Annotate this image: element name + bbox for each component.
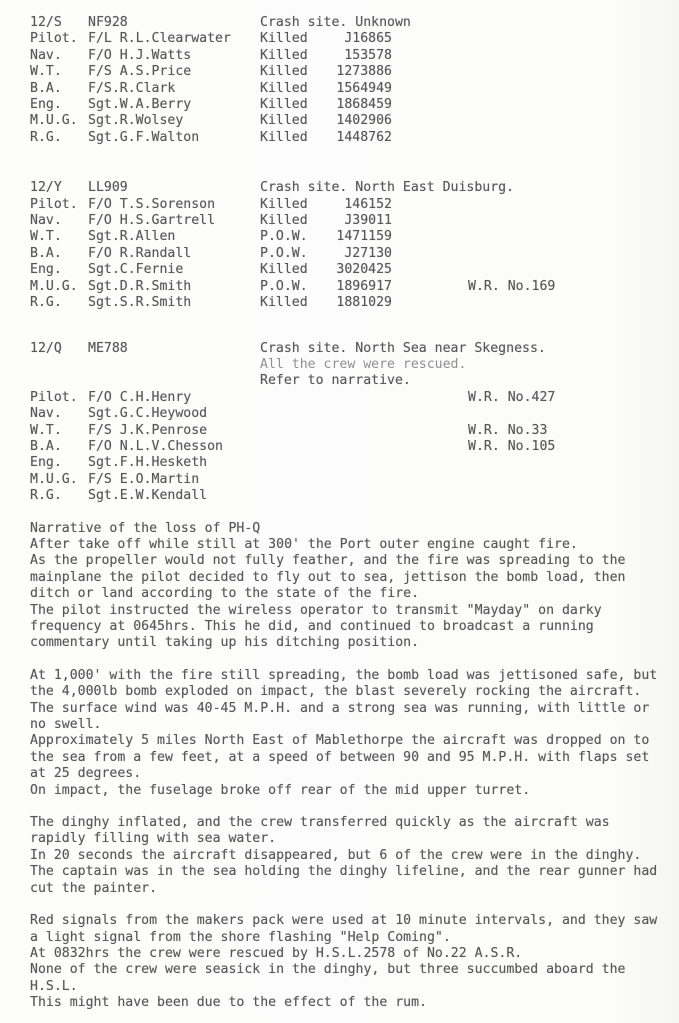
narrative-line: Approximately 5 miles North East of Mablethorpe the aircraft was dropped on to (30, 733, 650, 749)
narrative-line: None of the crew were seasick in the dinghy, but three succumbed aboard the (30, 962, 626, 978)
crew-name: F/O R.Randall (88, 245, 192, 261)
crash-site-line: All the crew were rescued. (260, 356, 467, 372)
crew-status (260, 406, 316, 422)
aircraft-header-row (30, 180, 661, 196)
narrative-section (30, 521, 661, 1012)
crew-name: F/L R.L.Clearwater (88, 31, 231, 47)
crew-wr-number (392, 295, 661, 311)
crew-role: W.T. (30, 229, 62, 245)
crew-name: Sgt.D.R.Smith (88, 278, 192, 294)
crew-name: F/S A.S.Price (88, 64, 192, 80)
crew-name: F/O H.S.Gartrell (88, 213, 216, 229)
crew-name: Sgt.G.C.Heywood (88, 406, 208, 422)
crew-name: F/S.R.Clark (88, 80, 176, 96)
crew-role: Eng. (30, 97, 62, 113)
narrative-line: The pilot instructed the wireless operator to transmit "Mayday" on darky (30, 602, 602, 618)
crew-service-number: J27130 (344, 245, 392, 261)
crew-row (30, 229, 661, 245)
crew-role: R.G. (30, 488, 62, 504)
crew-role: B.A. (30, 245, 62, 261)
narrative-paragraph (30, 815, 661, 897)
narrative-line: After take off while still at 300' the Port outer engine caught fire. (30, 536, 578, 552)
crew-row (30, 197, 661, 213)
crew-name: F/O C.H.Henry (88, 389, 192, 405)
crew-row (30, 262, 661, 278)
crew-row (30, 455, 661, 471)
narrative-paragraph (30, 668, 661, 799)
crew-row (30, 472, 661, 488)
crew-wr-number: W.R. No.427 (468, 389, 556, 405)
crew-service-number: 1471159 (336, 229, 392, 245)
crash-site-line: Crash site. North East Duisburg. (260, 180, 515, 196)
crew-status: Killed (260, 129, 308, 145)
crew-role: R.G. (30, 295, 62, 311)
crew-status: Killed (260, 80, 308, 96)
crew-role: Nav. (30, 47, 62, 63)
crew-status (260, 439, 316, 455)
crew-name: Sgt.C.Fernie (88, 262, 184, 278)
crash-site-line: Crash site. Unknown (260, 15, 411, 30)
crew-status: Killed (260, 196, 308, 212)
crew-service-number (316, 390, 392, 406)
crew-wr-number: W.R. No.33 (468, 422, 548, 438)
narrative-line: mainplane the pilot decided to fly out to sea, jettison the bomb load, then (30, 569, 626, 585)
narrative-line: In 20 seconds the aircraft disappeared, but 6 of the crew were in the dinghy. (30, 847, 642, 863)
crew-role: M.U.G. (30, 113, 78, 129)
crew-role: Nav. (30, 406, 62, 422)
crew-block (30, 15, 661, 146)
narrative-line: At 1,000' with the fire still spreading, the bomb load was jettisoned safe, but (30, 667, 658, 683)
crew-wr-number (392, 130, 661, 146)
narrative-line: the sea from a few feet, at a speed of between 90 and 95 M.P.H. with flaps set (30, 749, 650, 765)
crew-wr-number (392, 113, 661, 129)
crew-service-number (316, 406, 392, 422)
narrative-title: Narrative of the loss of PH-Q (30, 520, 261, 536)
narrative-line: H.S.L. (30, 978, 78, 994)
crew-name: F/O N.L.V.Chesson (88, 438, 223, 454)
crew-name: Sgt.R.Allen (88, 229, 176, 245)
crew-block (30, 180, 661, 311)
narrative-line: a light signal from the shore flashing "Help Coming". (30, 929, 451, 945)
crew-row (30, 48, 661, 64)
crew-wr-number (392, 213, 661, 229)
sortie-code: 12/Q (30, 340, 62, 356)
crew-name: F/O H.J.Watts (88, 47, 192, 63)
crew-status: Killed (260, 295, 308, 311)
crew-name: Sgt.R.Wolsey (88, 113, 184, 129)
crew-role: M.U.G. (30, 278, 78, 294)
crew-name: Sgt.G.F.Walton (88, 129, 200, 145)
narrative-line: rapidly filling with sea water. (30, 831, 277, 847)
crew-service-number: 1273886 (336, 64, 392, 80)
crew-row (30, 81, 661, 97)
crew-name: Sgt.F.H.Hesketh (88, 455, 208, 471)
narrative-line: As the propeller would not fully feather, and the fire was spreading to the (30, 553, 626, 569)
crew-row (30, 406, 661, 422)
crew-status (260, 455, 316, 471)
crew-status: Killed (260, 47, 308, 63)
narrative-line: ditch or land according to the state of the fire. (30, 586, 420, 602)
crew-wr-number (392, 97, 661, 113)
crew-status: Killed (260, 113, 308, 129)
crew-row (30, 246, 661, 262)
crew-name: F/S E.O.Martin (88, 471, 200, 487)
crew-status (260, 488, 316, 504)
narrative-line: The surface wind was 40-45 M.P.H. and a strong sea was running, with little or (30, 700, 650, 716)
aircraft-serial: ME788 (88, 340, 128, 356)
crew-name: Sgt.E.W.Kendall (88, 488, 208, 504)
aircraft-serial: NF928 (88, 15, 128, 30)
narrative-line: frequency at 0645hrs. This he did, and continued to broadcast a running (30, 619, 594, 634)
narrative-paragraph (30, 913, 661, 1011)
crew-name: Sgt.W.A.Berry (88, 97, 192, 113)
crew-row (30, 279, 661, 295)
crew-service-number (316, 472, 392, 488)
crew-role: Eng. (30, 262, 62, 278)
crew-name: F/S J.K.Penrose (88, 422, 208, 438)
crew-row (30, 488, 661, 504)
crew-wr-number (392, 81, 661, 97)
narrative-line: The dinghy inflated, and the crew transferred quickly as the aircraft was (30, 815, 610, 831)
crash-site-line: Refer to narrative. (260, 373, 411, 389)
crew-service-number: 1564949 (336, 80, 392, 96)
crew-service-number: 146152 (344, 196, 392, 212)
narrative-line: the 4,000lb bomb exploded on impact, the blast severely rocking the aircraft. (30, 684, 642, 700)
crew-status (260, 390, 316, 406)
crash-site-extra-row (30, 357, 661, 373)
crew-service-number: 1896917 (336, 278, 392, 294)
aircraft-serial: LL909 (88, 180, 128, 196)
crew-row (30, 113, 661, 129)
crew-status: Killed (260, 97, 308, 113)
crew-wr-number (392, 197, 661, 213)
crew-role: W.T. (30, 422, 62, 438)
crew-role: B.A. (30, 80, 62, 96)
crash-site-extra-row (30, 373, 661, 389)
crew-service-number: 1881029 (336, 295, 392, 311)
crew-service-number: 1448762 (336, 129, 392, 145)
narrative-line: at 25 degrees. (30, 766, 142, 782)
crew-row (30, 64, 661, 80)
crew-status: P.O.W. (260, 229, 308, 245)
crew-status: P.O.W. (260, 245, 308, 261)
crew-wr-number (392, 229, 661, 245)
crew-row (30, 295, 661, 311)
crew-role: Pilot. (30, 31, 78, 47)
crew-name: Sgt.S.R.Smith (88, 295, 192, 311)
crew-row (30, 423, 661, 439)
crew-wr-number: W.R. No.105 (468, 438, 556, 454)
crew-name: F/O T.S.Sorenson (88, 196, 216, 212)
crew-service-number (316, 439, 392, 455)
crew-blocks (30, 15, 661, 505)
crew-service-number: J39011 (344, 213, 392, 229)
crew-wr-number (392, 455, 661, 471)
aircraft-header-row (30, 15, 661, 31)
narrative-paragraph (30, 537, 661, 652)
crew-wr-number (392, 262, 661, 278)
crash-site-line: Crash site. North Sea near Skegness. (260, 340, 546, 356)
crew-status: P.O.W. (260, 278, 308, 294)
crew-wr-number: W.R. No.169 (468, 278, 556, 294)
crew-service-number: 153578 (344, 47, 392, 63)
crew-service-number (316, 423, 392, 439)
crew-wr-number (392, 472, 661, 488)
crew-status: Killed (260, 213, 308, 229)
crew-wr-number (392, 64, 661, 80)
crew-block (30, 341, 661, 505)
crew-role: Eng. (30, 455, 62, 471)
crew-status: Killed (260, 31, 308, 47)
crew-row (30, 439, 661, 455)
crew-service-number: 1402906 (336, 113, 392, 129)
narrative-line: no swell. (30, 717, 102, 733)
crew-row (30, 31, 661, 47)
crew-service-number: 1868459 (336, 97, 392, 113)
sortie-code: 12/Y (30, 180, 62, 196)
crew-role: Pilot. (30, 196, 78, 212)
crew-service-number: J16865 (344, 31, 392, 47)
crew-row (30, 213, 661, 229)
narrative-paragraphs (30, 537, 661, 1012)
crew-service-number (316, 455, 392, 471)
crew-wr-number (392, 31, 661, 47)
crew-role: W.T. (30, 64, 62, 80)
crew-wr-number (392, 48, 661, 64)
crew-role: M.U.G. (30, 471, 78, 487)
crew-row (30, 130, 661, 146)
crew-status: Killed (260, 262, 308, 278)
crew-status: Killed (260, 64, 308, 80)
crew-role: R.G. (30, 129, 62, 145)
narrative-line: At 0832hrs the crew were rescued by H.S.L.2578 of No.22 A.S.R. (30, 945, 523, 961)
crew-wr-number (392, 246, 661, 262)
narrative-line: commentary until taking up his ditching position. (30, 635, 420, 651)
aircraft-header-row (30, 341, 661, 357)
crew-status (260, 423, 316, 439)
narrative-line: On impact, the fuselage broke off rear of the mid upper turret. (30, 782, 531, 798)
narrative-line: This might have been due to the effect of the rum. (30, 995, 427, 1011)
crew-service-number (316, 488, 392, 504)
crew-role: Pilot. (30, 389, 78, 405)
narrative-line: The captain was in the sea holding the dinghy lifeline, and the rear gunner had (30, 864, 658, 880)
sortie-code: 12/S (30, 15, 62, 30)
crew-role: B.A. (30, 438, 62, 454)
crew-service-number: 3020425 (336, 262, 392, 278)
narrative-line: cut the painter. (30, 880, 158, 896)
crew-role: Nav. (30, 213, 62, 229)
crew-status (260, 472, 316, 488)
narrative-line: Red signals from the makers pack were used at 10 minute intervals, and they saw (30, 913, 658, 929)
crew-row (30, 97, 661, 113)
crew-wr-number (392, 488, 661, 504)
crew-wr-number (392, 406, 661, 422)
crew-row (30, 390, 661, 406)
